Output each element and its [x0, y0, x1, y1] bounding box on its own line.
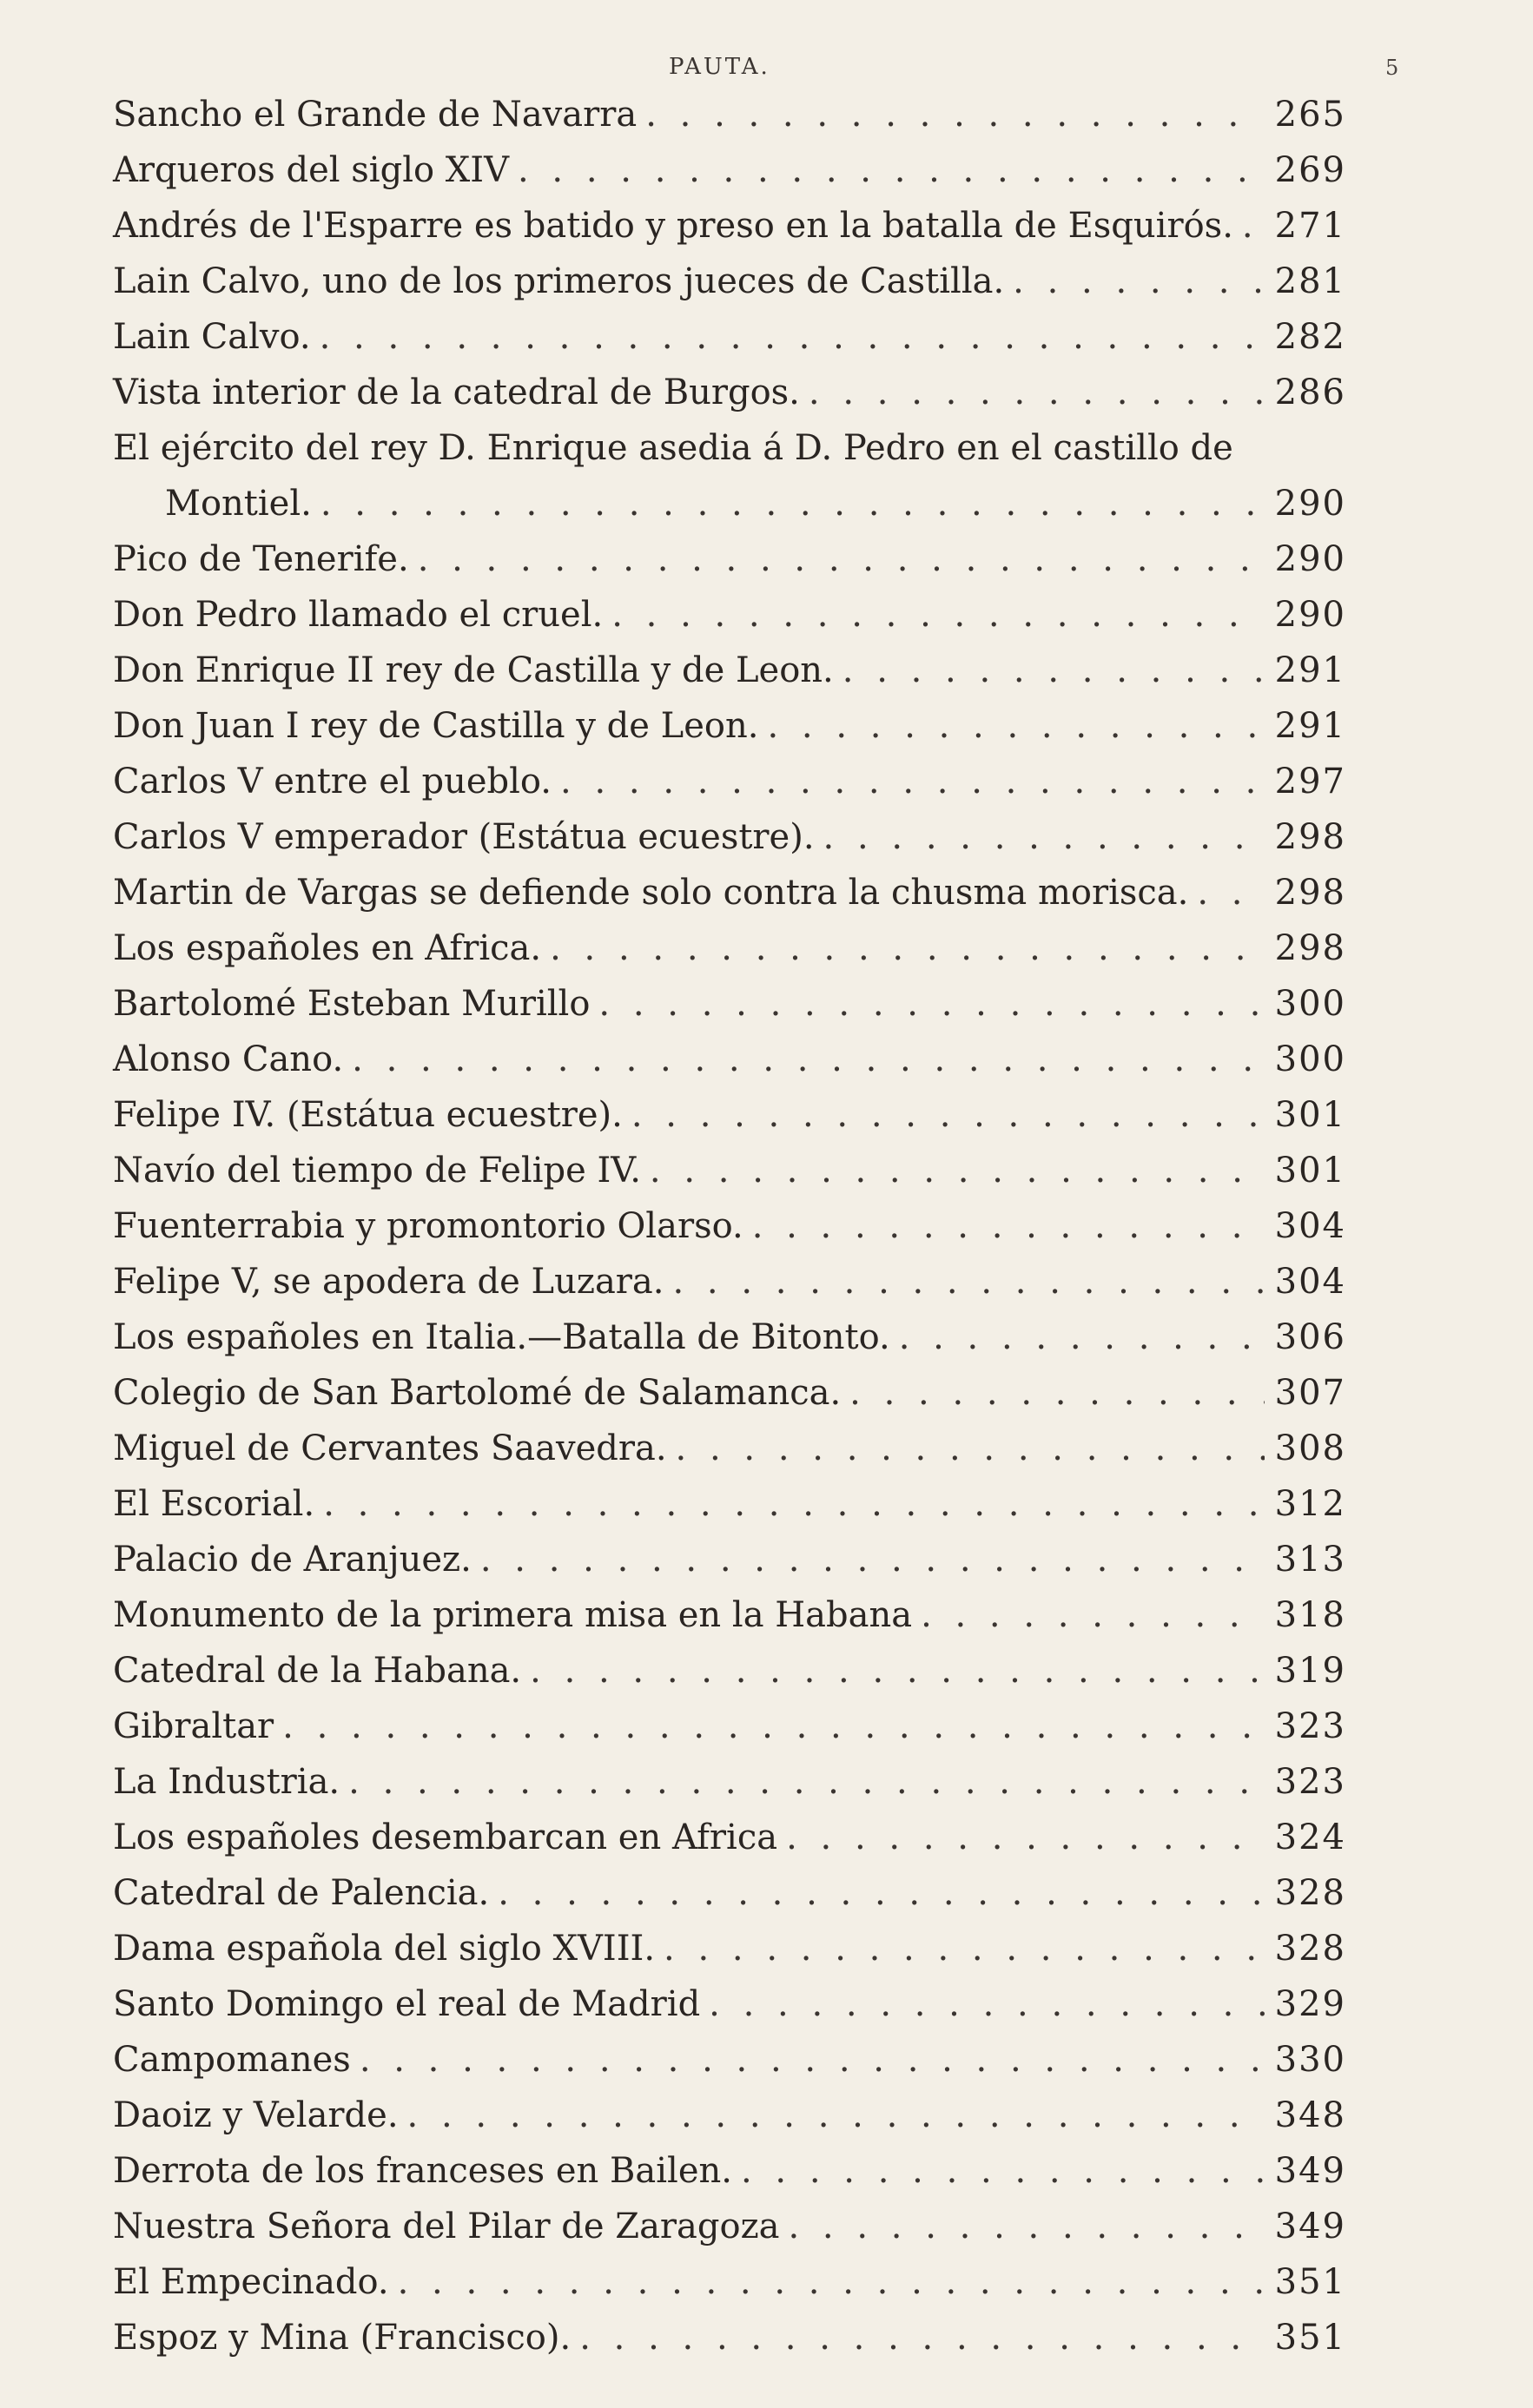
dot-leader [498, 1865, 1264, 1921]
index-entry [113, 1087, 1346, 1143]
entry-title: Bartolomé Esteban Murillo [113, 984, 591, 1024]
entry-page: 304 [1274, 1262, 1346, 1302]
dot-leader [1197, 865, 1264, 920]
entry-page: 301 [1274, 1151, 1346, 1191]
entry-page: 323 [1274, 1762, 1346, 1802]
entry-title: Catedral de la Habana. [113, 1651, 522, 1691]
index-entry [113, 1865, 1346, 1921]
entry-title: Daoiz y Velarde. [113, 2095, 399, 2135]
dot-leader [676, 1421, 1265, 1476]
entry-page: 307 [1274, 1373, 1346, 1413]
entry-title: Espoz y Mina (Francisco). [113, 2318, 572, 2358]
dot-leader [320, 309, 1265, 365]
entry-title: Fuenterrabia y promontorio Olarso. [113, 1206, 743, 1246]
entry-page: 301 [1274, 1095, 1346, 1135]
dot-leader [786, 1810, 1265, 1865]
entry-title: Felipe V, se apodera de Luzara. [113, 1262, 664, 1302]
dot-leader [320, 476, 1265, 531]
entry-page: 308 [1274, 1428, 1346, 1468]
entry-page: 348 [1274, 2095, 1346, 2135]
page-number: 5 [1385, 56, 1399, 80]
entry-page: 313 [1274, 1540, 1346, 1580]
entry-page: 298 [1274, 873, 1346, 913]
entry-second-line [113, 476, 1346, 531]
dot-leader [360, 2032, 1265, 2088]
entry-title: Martin de Vargas se defiende solo contra la chusma morisca. [113, 873, 1189, 913]
entry-page: 351 [1274, 2318, 1346, 2358]
entry-title: Navío del tiempo de Felipe IV. [113, 1151, 641, 1191]
index-entry [113, 865, 1346, 920]
dot-leader [579, 2310, 1264, 2365]
entry-page: 329 [1274, 1984, 1346, 2024]
index-entry [113, 920, 1346, 976]
index-entry [113, 754, 1346, 809]
dot-leader [611, 587, 1264, 643]
entry-title-line1: El ejército del rey D. Enrique asedia á D. Pedro en el castillo de [113, 428, 1233, 468]
index-entry [113, 420, 1346, 531]
entry-page: 298 [1274, 817, 1346, 857]
index-entry [113, 531, 1346, 587]
entry-title: Monumento de la primera misa en la Habana [113, 1595, 913, 1635]
entry-title: Nuestra Señora del Pilar de Zaragoza [113, 2207, 780, 2246]
entry-page: 291 [1274, 706, 1346, 746]
dot-leader [709, 1976, 1264, 2032]
entry-page: 300 [1274, 1039, 1346, 1079]
entry-page: 269 [1274, 150, 1346, 190]
entry-page: 349 [1274, 2207, 1346, 2246]
dot-leader [323, 1476, 1264, 1532]
entry-page: 330 [1274, 2040, 1346, 2080]
entry-page: 306 [1274, 1317, 1346, 1357]
entry-title: Don Pedro llamado el cruel. [113, 595, 604, 635]
dot-leader [789, 2199, 1265, 2254]
dot-leader [518, 142, 1265, 198]
dot-leader [398, 2254, 1265, 2310]
entry-title: Colegio de San Bartolomé de Salamanca. [113, 1373, 842, 1413]
entry-title: Arqueros del siglo XIV [113, 150, 509, 190]
dot-leader [664, 1921, 1265, 1976]
illustration-index [113, 87, 1346, 2365]
dot-leader [767, 698, 1264, 754]
index-entry [113, 2199, 1346, 2254]
entry-page: 319 [1274, 1651, 1346, 1691]
entry-page: 349 [1274, 2151, 1346, 2191]
dot-leader [282, 1699, 1264, 1754]
dot-leader [823, 809, 1265, 865]
index-entry [113, 87, 1346, 142]
index-entry [113, 1921, 1346, 1976]
entry-title: Felipe IV. (Estátua ecuestre). [113, 1095, 623, 1135]
page-header [0, 54, 1533, 89]
entry-title: Carlos V entre el pueblo. [113, 762, 552, 802]
index-entry [113, 142, 1346, 198]
index-entry [113, 1754, 1346, 1810]
entry-page: 281 [1274, 261, 1346, 301]
entry-title: Pico de Tenerife. [113, 539, 409, 579]
index-entry [113, 254, 1346, 309]
dot-leader [407, 2088, 1265, 2143]
entry-page: 271 [1274, 206, 1346, 246]
index-entry [113, 1476, 1346, 1532]
entry-title: Alonso Cano. [113, 1039, 344, 1079]
index-entry [113, 587, 1346, 643]
index-entry [113, 976, 1346, 1032]
dot-leader [921, 1587, 1265, 1643]
entry-title: Gibraltar [113, 1706, 274, 1746]
index-entry [113, 643, 1346, 698]
index-entry [113, 198, 1346, 254]
entry-page: 300 [1274, 984, 1346, 1024]
dot-leader [550, 920, 1265, 976]
index-entry [113, 809, 1346, 865]
index-entry [113, 1810, 1346, 1865]
entry-page: 265 [1274, 95, 1346, 135]
entry-title: Andrés de l'Esparre es batido y preso en la batalla de Esquirós. [113, 206, 1233, 246]
dot-leader [645, 87, 1264, 142]
dot-leader [530, 1643, 1265, 1699]
index-entry [113, 1310, 1346, 1365]
index-entry [113, 1699, 1346, 1754]
dot-leader [631, 1087, 1265, 1143]
entry-title: La Industria. [113, 1762, 340, 1802]
entry-page: 286 [1274, 373, 1346, 412]
entry-page: 290 [1274, 539, 1346, 579]
entry-page: 328 [1274, 1929, 1346, 1969]
entry-title: Los españoles en Africa. [113, 928, 542, 968]
index-entry [113, 1365, 1346, 1421]
dot-leader [741, 2143, 1265, 2199]
entry-title: El Escorial. [113, 1484, 315, 1524]
index-entry [113, 698, 1346, 754]
index-entry [113, 1532, 1346, 1587]
dot-leader [650, 1143, 1265, 1198]
dot-leader [1013, 254, 1264, 309]
dot-leader [480, 1532, 1265, 1587]
entry-title: Campomanes [113, 2040, 351, 2080]
entry-title: Don Enrique II rey de Castilla y de Leon. [113, 650, 834, 690]
entry-title: Carlos V emperador (Estátua ecuestre). [113, 817, 815, 857]
entry-title: Derrota de los franceses en Bailen. [113, 2151, 732, 2191]
dot-leader [899, 1310, 1265, 1365]
dot-leader [352, 1032, 1264, 1087]
entry-title: Santo Domingo el real de Madrid [113, 1984, 701, 2024]
index-entry [113, 2143, 1346, 2199]
entry-page: 290 [1274, 484, 1346, 524]
index-entry [113, 1198, 1346, 1254]
index-entry [113, 309, 1346, 365]
entry-title: Palacio de Aranjuez. [113, 1540, 472, 1580]
dot-leader [849, 1365, 1264, 1421]
entry-page: 290 [1274, 595, 1346, 635]
dot-leader [598, 976, 1264, 1032]
dot-leader [1242, 198, 1265, 254]
entry-title: Los españoles en Italia.—Batalla de Bitonto. [113, 1317, 890, 1357]
entry-page: 323 [1274, 1706, 1346, 1746]
index-entry [113, 1032, 1346, 1087]
entry-page: 312 [1274, 1484, 1346, 1524]
index-entry [113, 1643, 1346, 1699]
dot-leader [348, 1754, 1265, 1810]
entry-title-line2: Montiel. [165, 484, 312, 524]
entry-page: 304 [1274, 1206, 1346, 1246]
dot-leader [752, 1198, 1265, 1254]
dot-leader [842, 643, 1265, 698]
entry-title: Catedral de Palencia. [113, 1873, 490, 1913]
entry-title: Vista interior de la catedral de Burgos. [113, 373, 800, 412]
entry-title: Don Juan I rey de Castilla y de Leon. [113, 706, 759, 746]
entry-page: 297 [1274, 762, 1346, 802]
dot-leader [418, 531, 1265, 587]
entry-title: Lain Calvo. [113, 317, 311, 357]
index-entry [113, 1976, 1346, 2032]
entry-page: 298 [1274, 928, 1346, 968]
index-entry [113, 365, 1346, 420]
index-entry [113, 1587, 1346, 1643]
entry-title: Lain Calvo, uno de los primeros jueces de Castilla. [113, 261, 1005, 301]
index-entry [113, 2254, 1346, 2310]
index-entry [113, 2088, 1346, 2143]
dot-leader [672, 1254, 1264, 1310]
entry-page: 324 [1274, 1818, 1346, 1857]
entry-title: Dama española del siglo XVIII. [113, 1929, 656, 1969]
entry-page: 351 [1274, 2262, 1346, 2302]
index-entry [113, 1421, 1346, 1476]
entry-title: Miguel de Cervantes Saavedra. [113, 1428, 667, 1468]
entry-page: 291 [1274, 650, 1346, 690]
index-entry [113, 1254, 1346, 1310]
dot-leader [809, 365, 1265, 420]
entry-title: El Empecinado. [113, 2262, 389, 2302]
entry-title: Sancho el Grande de Navarra [113, 95, 638, 135]
index-entry [113, 2032, 1346, 2088]
entry-page: 282 [1274, 317, 1346, 357]
index-entry [113, 1143, 1346, 1198]
entry-page: 328 [1274, 1873, 1346, 1913]
entry-page: 318 [1274, 1595, 1346, 1635]
index-entry [113, 2310, 1346, 2365]
dot-leader [560, 754, 1265, 809]
running-head: PAUTA. [669, 54, 770, 80]
entry-title: Los españoles desembarcan en Africa [113, 1818, 778, 1857]
